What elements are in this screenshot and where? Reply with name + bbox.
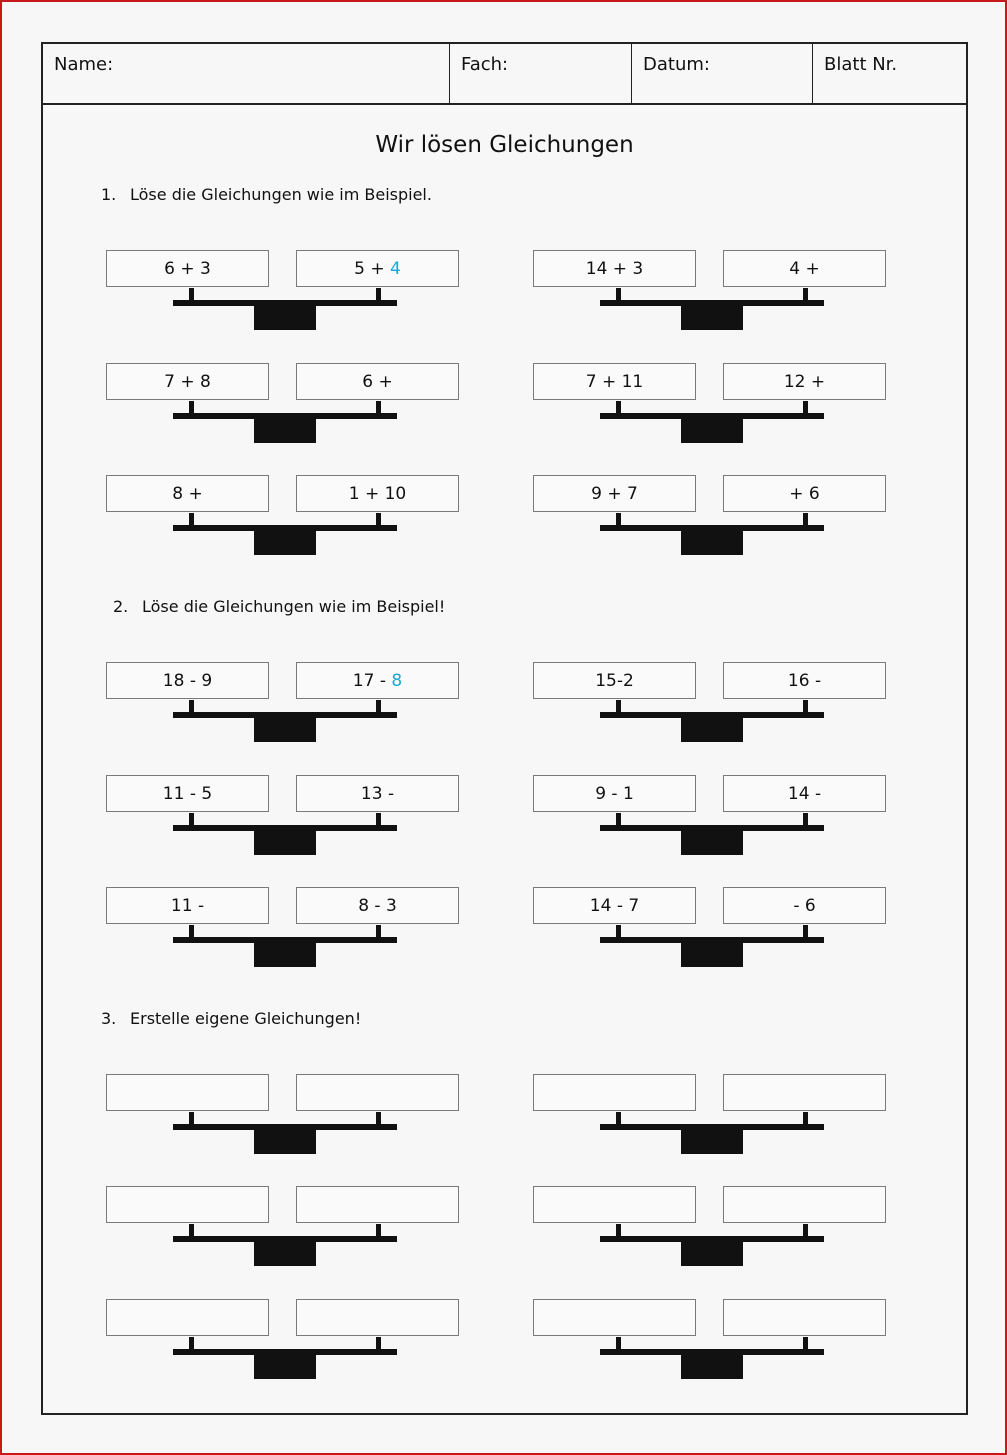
balance-scale — [533, 363, 889, 445]
scale-base — [254, 306, 316, 330]
date-field[interactable] — [632, 44, 812, 103]
right-pan-box[interactable] — [296, 363, 459, 400]
balance-scale — [106, 662, 462, 744]
scale-base — [254, 718, 316, 742]
right-pan-box[interactable] — [296, 1186, 459, 1223]
right-pan-box[interactable] — [296, 1074, 459, 1111]
right-pan-expression: 4 + — [789, 259, 820, 279]
right-pan-expression: 1 + 10 — [348, 484, 407, 504]
worksheet-title: Wir lösen Gleichungen — [375, 132, 634, 158]
left-pan-box[interactable]: 14 - 7 — [533, 887, 696, 924]
scale-base — [681, 306, 743, 330]
right-pan-box[interactable] — [723, 250, 886, 287]
task-instruction — [113, 597, 445, 616]
left-pan-box[interactable]: 9 - 1 — [533, 775, 696, 812]
right-pan-expression: 6 + — [362, 372, 393, 392]
right-pan-box[interactable] — [296, 1299, 459, 1336]
balance-scale — [533, 250, 889, 332]
scale-base — [254, 831, 316, 855]
scale-base — [681, 831, 743, 855]
subject-label: Fach: — [461, 54, 509, 75]
right-pan-box[interactable] — [723, 1186, 886, 1223]
scale-base — [681, 1355, 743, 1379]
left-pan-box[interactable]: 7 + 11 — [533, 363, 696, 400]
left-pan-box[interactable]: 9 + 7 — [533, 475, 696, 512]
scale-base — [681, 718, 743, 742]
right-pan-expression: 5 + — [354, 259, 391, 279]
scale-base — [254, 1355, 316, 1379]
scale-base — [254, 943, 316, 967]
scale-base — [254, 1242, 316, 1266]
left-pan-box[interactable]: 15-2 — [533, 662, 696, 699]
scale-base — [254, 1130, 316, 1154]
right-pan-expression: 14 - — [787, 784, 822, 804]
name-field[interactable] — [43, 44, 449, 103]
balance-scale — [106, 775, 462, 857]
right-pan-box[interactable] — [723, 1074, 886, 1111]
worksheet — [41, 42, 968, 1415]
task-number: 2. — [113, 597, 129, 616]
balance-scale — [106, 475, 462, 557]
left-pan-box[interactable] — [533, 1299, 696, 1336]
task-number: 1. — [101, 185, 117, 204]
balance-scale — [106, 887, 462, 969]
right-pan-box[interactable] — [723, 775, 886, 812]
task-instruction-text: Erstelle eigene Gleichungen! — [130, 1009, 362, 1028]
left-pan-box[interactable]: 6 + 3 — [106, 250, 269, 287]
left-pan-box[interactable]: 11 - 5 — [106, 775, 269, 812]
left-pan-box[interactable]: 8 + — [106, 475, 269, 512]
balance-scale — [106, 250, 462, 332]
left-pan-box[interactable] — [533, 1186, 696, 1223]
name-label: Name: — [54, 54, 114, 75]
left-pan-box[interactable]: 14 + 3 — [533, 250, 696, 287]
worksheet-header — [43, 44, 966, 105]
balance-scale — [106, 1186, 462, 1268]
scale-base — [681, 1242, 743, 1266]
balance-scale — [106, 1299, 462, 1381]
scale-base — [254, 419, 316, 443]
left-pan-box[interactable] — [533, 1074, 696, 1111]
task-instruction-text: Löse die Gleichungen wie im Beispiel. — [130, 185, 432, 204]
scale-base — [681, 1130, 743, 1154]
right-pan-expression: - 6 — [793, 896, 816, 916]
right-pan-box[interactable] — [296, 475, 459, 512]
balance-scale — [533, 1186, 889, 1268]
right-pan-expression: 16 - — [787, 671, 822, 691]
example-answer: 4 — [390, 259, 401, 279]
sheet-number-label: Blatt Nr. — [824, 54, 898, 75]
scale-base — [681, 419, 743, 443]
right-pan-expression: 8 - 3 — [358, 896, 397, 916]
balance-scale — [106, 363, 462, 445]
right-pan-box[interactable] — [296, 250, 459, 287]
right-pan-box[interactable] — [723, 475, 886, 512]
right-pan-box[interactable] — [296, 887, 459, 924]
left-pan-box[interactable]: 7 + 8 — [106, 363, 269, 400]
right-pan-box[interactable] — [723, 363, 886, 400]
balance-scale — [533, 1074, 889, 1156]
left-pan-box[interactable] — [106, 1074, 269, 1111]
right-pan-box[interactable] — [723, 887, 886, 924]
scale-base — [681, 943, 743, 967]
left-pan-box[interactable]: 18 - 9 — [106, 662, 269, 699]
right-pan-expression: 13 - — [360, 784, 395, 804]
left-pan-box[interactable]: 11 - — [106, 887, 269, 924]
right-pan-box[interactable] — [723, 1299, 886, 1336]
right-pan-box[interactable] — [296, 775, 459, 812]
right-pan-box[interactable] — [296, 662, 459, 699]
left-pan-box[interactable] — [106, 1299, 269, 1336]
example-answer: 8 — [391, 671, 403, 691]
scale-base — [254, 531, 316, 555]
right-pan-expression: 12 + — [783, 372, 826, 392]
task-number: 3. — [101, 1009, 117, 1028]
balance-scale — [533, 475, 889, 557]
scale-base — [681, 531, 743, 555]
balance-scale — [533, 887, 889, 969]
right-pan-box[interactable] — [723, 662, 886, 699]
right-pan-expression: + 6 — [789, 484, 820, 504]
task-instruction — [101, 185, 432, 204]
right-pan-expression: 17 - — [352, 671, 392, 691]
sheet-number-field[interactable] — [813, 44, 966, 103]
task-instruction — [101, 1009, 361, 1028]
balance-scale — [106, 1074, 462, 1156]
balance-scale — [533, 662, 889, 744]
balance-scale — [533, 1299, 889, 1381]
balance-scale — [533, 775, 889, 857]
date-label: Datum: — [643, 54, 710, 75]
task-instruction-text: Löse die Gleichungen wie im Beispiel! — [142, 597, 446, 616]
left-pan-box[interactable] — [106, 1186, 269, 1223]
subject-field[interactable] — [450, 44, 631, 103]
